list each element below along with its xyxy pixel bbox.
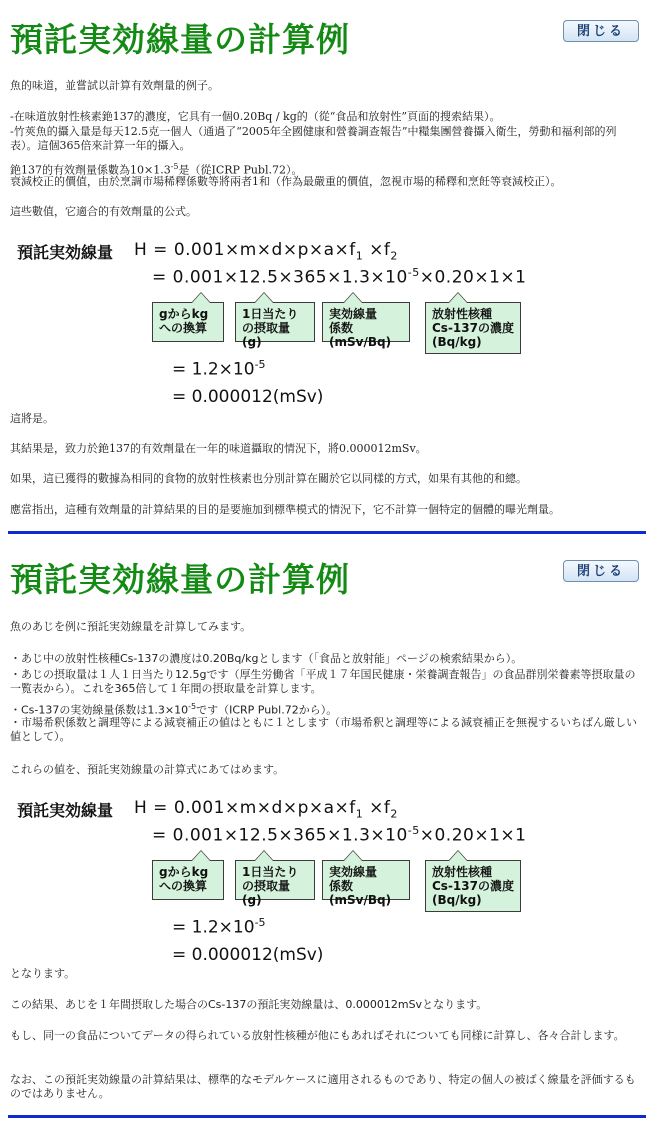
callout-concentration: 放射性核種 Cs-137の濃度 (Bq/kg) — [425, 860, 521, 912]
callout-concentration: 放射性核種 Cs-137の濃度 (Bq/kg) — [425, 302, 521, 354]
item-correction: 衰減校正的價值，由於烹調市場稀釋係數等將兩者1和（作為最嚴重的價值，忽視市場的稀釋和烹飪等衰減校正）。 — [10, 175, 562, 188]
formula-line-1: $H = 0.001\times m\times d\times p\times a\times f_1 \times f_2$ — [134, 798, 398, 821]
formula-line-2: = $0.001\times 12.5\times 365\times 1.3\times 10^{-5}\times 0.20\times 1\times 1$ — [152, 266, 527, 288]
item-intake: -竹莢魚的攝入量是每天12.5克一個人（通過了“2005年全國健康和營養調查報告”中糧集團營養攝入衛生，勞動和福利部的列表）。這個365倍來計算一年的攝入。 — [10, 125, 617, 152]
item-intake: ・あじの摂取量は１人１日当たり12.5gです（厚生労働省「平成１７年国民健康・栄養調査報告」の食品群別栄養素等摂取量の一覧表から）。これを365倍して１年間の摂取量を計算します。 — [10, 668, 636, 695]
formula-line-2: = $0.001\times 12.5\times 365\times 1.3\times 10^{-5}\times 0.20\times 1\times 1$ — [152, 824, 527, 846]
formula-label: 預託実効線量 — [17, 243, 114, 262]
result-intro: 這將是。 — [10, 412, 54, 425]
intro-text: 魚的味道，並嘗試以計算有效劑量的例子。 — [10, 79, 219, 92]
formula-line-4: = 0.000012(mSv) — [172, 945, 324, 965]
page-title: 預託実効線量の計算例 — [10, 560, 350, 599]
formula-figure — [0, 798, 650, 973]
callout-dose-coefficient: 実効線量 係数(mSv/Bq) — [322, 860, 410, 900]
formula-line-4: = 0.000012(mSv) — [172, 387, 324, 407]
intro-text: 魚のあじを例に預託実効線量を計算してみます。 — [10, 620, 252, 633]
result-text: この結果、あじを１年間摂取した場合のCs-137の預託実効線量は、0.000012mSvとなります。 — [10, 998, 488, 1011]
formula-label: 預託実効線量 — [17, 801, 114, 820]
callout-dose-coefficient: 実効線量 係数(mSv/Bq) — [322, 302, 410, 342]
item-correction: ・市場希釈係数と調理等による減衰補正の値はともに１とします（市場希釈と調理等による減衰補正を無視するいちばん厳しい値として）。 — [10, 716, 637, 743]
section-divider — [8, 531, 646, 534]
item-coefficient: ・Cs-137の実効線量係数は$1.3\times 10^{-5}$です（ICRP Publ.72から）。 — [10, 702, 338, 717]
apply-text: 這些數值，它適合的有效劑量的公式。 — [10, 205, 197, 218]
item-coefficient: 銫137的有效劑量係數為$10\times 1.3^{-5}$是（從ICRP Publ.72）。 — [10, 162, 303, 177]
section-japanese — [0, 540, 650, 1122]
section-divider — [8, 1115, 646, 1118]
result-intro: となります。 — [10, 967, 76, 980]
callout-unit-conversion: gからkg への換算 — [152, 860, 224, 900]
item-concentration: -在味道放射性核素銫137的濃度，它具有一個0.20Bq / kg的（從“食品和放射性”頁面的搜索結果）。 — [10, 110, 501, 123]
callout-daily-intake: 1日当たり の摂取量(g) — [235, 860, 315, 900]
formula-line-3: = $1.2\times 10^{-5}$ — [172, 358, 266, 380]
section-chinese — [0, 0, 650, 540]
page-title: 預託実効線量の計算例 — [10, 20, 350, 59]
item-concentration: ・あじ中の放射性核種Cs-137の濃度は0.20Bq/kgとします（「食品と放射能」ページの検索結果から）。 — [10, 652, 523, 665]
other-nuclides-text: もし、同一の食品についてデータの得られている放射性核種が他にもあればそれについても同様に計算し、各々合計します。 — [10, 1029, 625, 1042]
close-button[interactable]: 閉じる — [563, 560, 639, 582]
formula-figure — [0, 240, 650, 415]
result-text: 其結果是，致力於銫137的有效劑量在一年的味道攝取的情況下，將0.000012mSv。 — [10, 442, 427, 455]
apply-text: これらの値を、預託実効線量の計算式にあてはめます。 — [10, 763, 285, 776]
callout-daily-intake: 1日当たり の摂取量(g) — [235, 302, 315, 342]
callout-unit-conversion: gからkg への換算 — [152, 302, 224, 342]
note-text: なお、この預託実効線量の計算結果は、標準的なモデルケースに適用されるものであり、特定の個人の被ばく線量を評価するものではありません。 — [10, 1073, 636, 1100]
other-nuclides-text: 如果，這已獲得的數據為相同的食物的放射性核素也分別計算在關於它以同樣的方式，如果有其他的和總。 — [10, 472, 527, 485]
close-button[interactable]: 閉じる — [563, 20, 639, 42]
formula-line-1: $H = 0.001\times m\times d\times p\times a\times f_1 \times f_2$ — [134, 240, 398, 263]
note-text: 應當指出，這種有效劑量的計算結果的目的是要施加到標準模式的情況下，它不計算一個特定的個體的曝光劑量。 — [10, 503, 560, 516]
formula-line-3: = $1.2\times 10^{-5}$ — [172, 916, 266, 938]
